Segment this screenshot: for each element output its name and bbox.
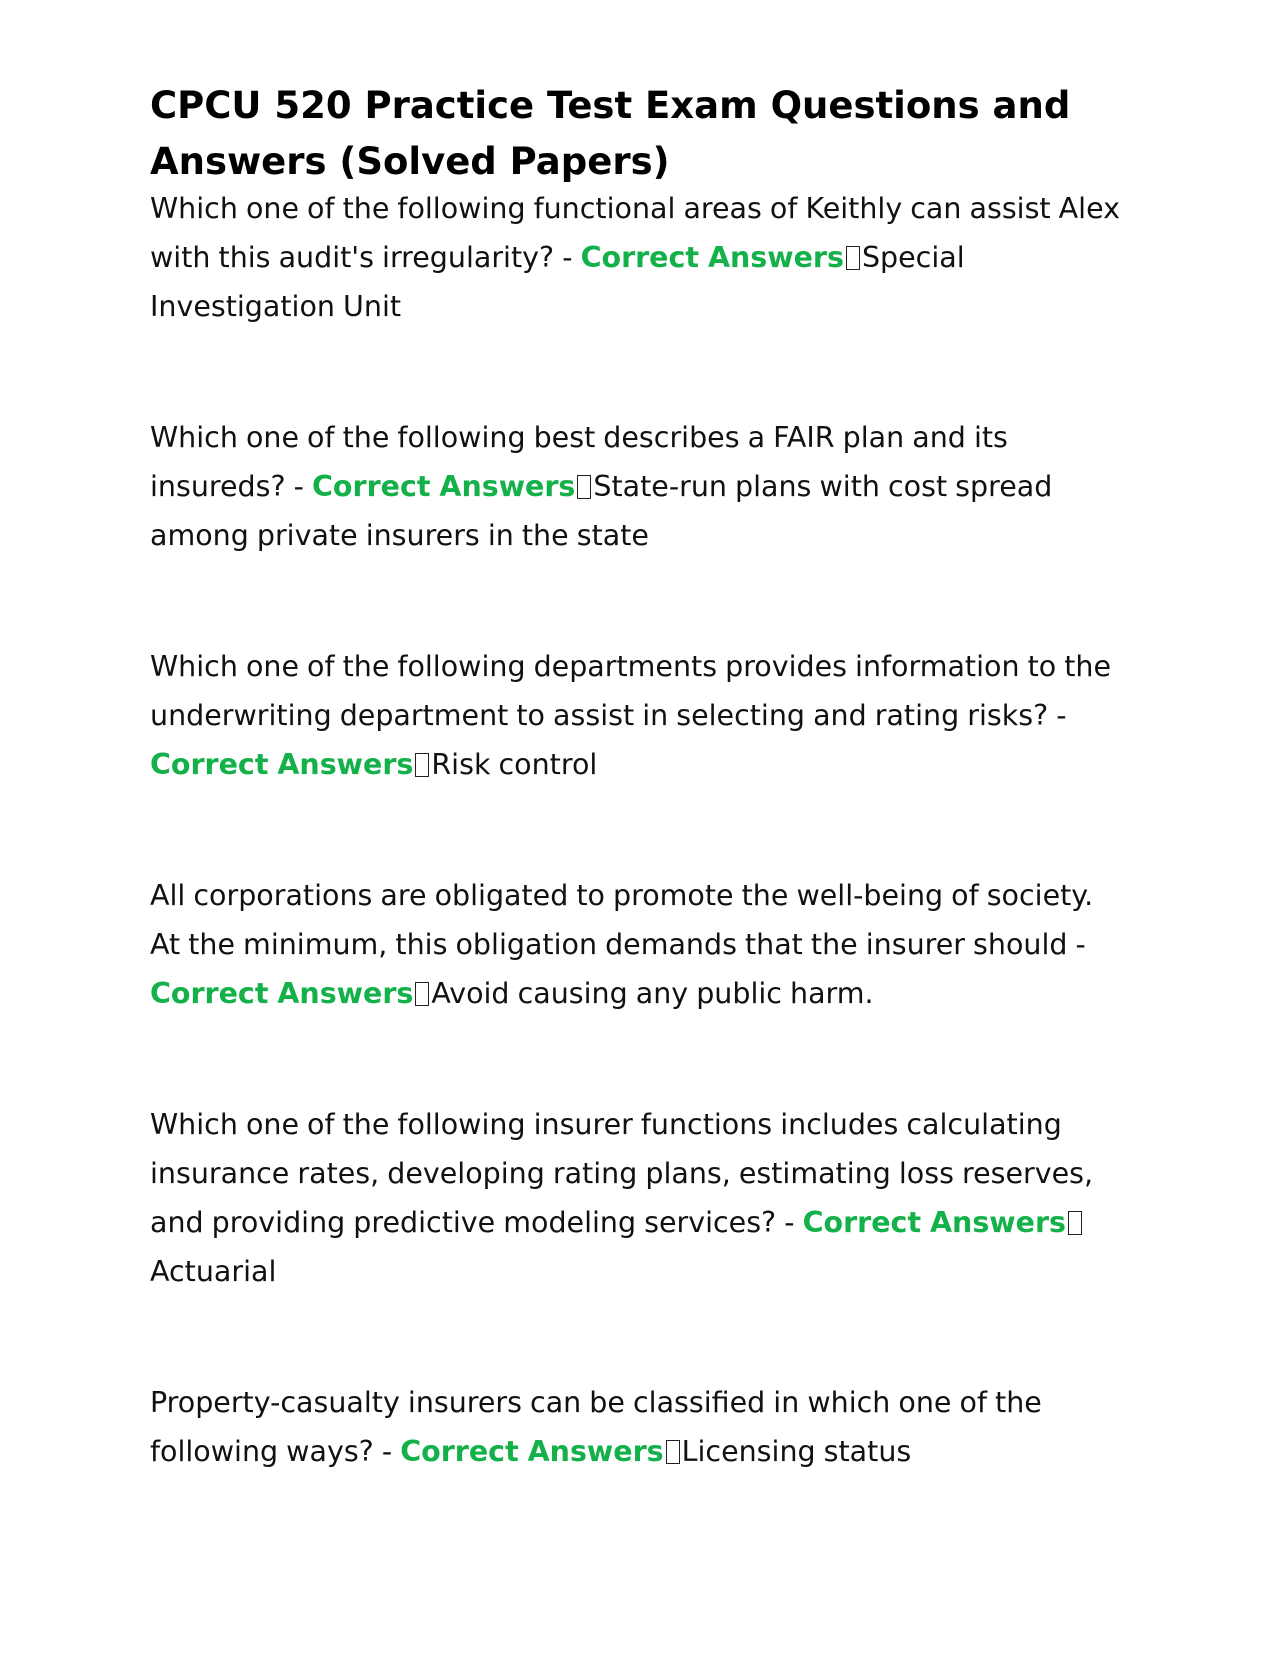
missing-glyph-box-icon xyxy=(1068,1211,1082,1235)
document-title: CPCU 520 Practice Test Exam Questions and Answers (Solved Papers) xyxy=(150,84,1071,183)
correct-answers-label: Correct Answers xyxy=(312,470,576,503)
question-text: Property-casualty insurers can be classified in which one of the following ways? xyxy=(150,1386,1042,1468)
correct-answers-label: Correct Answers xyxy=(802,1206,1066,1239)
answer-text: Avoid causing any public harm. xyxy=(431,977,874,1010)
correct-answers-label: Correct Answers xyxy=(400,1435,664,1468)
separator: - xyxy=(1075,928,1086,961)
document-page xyxy=(150,78,1130,1476)
answer-text: Risk control xyxy=(431,748,598,781)
answer-text: Special Investigation Unit xyxy=(150,241,965,323)
correct-answers-label: Correct Answers xyxy=(150,977,414,1010)
missing-glyph-box-icon xyxy=(415,753,429,777)
qa-item-3 xyxy=(150,642,1130,789)
separator: - xyxy=(381,1435,393,1468)
answer-text: Licensing status xyxy=(681,1435,912,1468)
qa-item-2 xyxy=(150,413,1130,560)
answer-text: Actuarial xyxy=(150,1255,277,1288)
correct-answers-label: Correct Answers xyxy=(580,241,844,274)
missing-glyph-box-icon xyxy=(846,246,860,270)
question-text: Which one of the following functional areas of Keithly can assist Alex with this audit's irregularity? xyxy=(150,192,1120,274)
question-text: Which one of the following best describes a FAIR plan and its insureds? xyxy=(150,421,1008,503)
missing-glyph-box-icon xyxy=(666,1440,680,1464)
qa-item-6 xyxy=(150,1378,1130,1476)
qa-item-5 xyxy=(150,1100,1130,1296)
missing-glyph-box-icon xyxy=(577,475,591,499)
question-text: Which one of the following insurer functions includes calculating insurance rates, developing rating plans, estimating loss reserves, and providing predictive modeling services? xyxy=(150,1108,1094,1239)
separator: - xyxy=(784,1206,795,1239)
separator: - xyxy=(562,241,573,274)
qa-item-1 xyxy=(150,184,1130,331)
separator: - xyxy=(1056,699,1067,732)
missing-glyph-box-icon xyxy=(415,982,429,1006)
correct-answers-label: Correct Answers xyxy=(150,748,414,781)
answer-text: State-run plans with cost spread among private insurers in the state xyxy=(150,470,1053,552)
question-text: All corporations are obligated to promote the well-being of society. At the minimum, this obligation demands that the insurer should xyxy=(150,879,1094,961)
question-text: Which one of the following departments provides information to the underwriting department to assist in selecting and rating risks? xyxy=(150,650,1112,732)
qa-item-4 xyxy=(150,871,1130,1018)
separator: - xyxy=(293,470,304,503)
